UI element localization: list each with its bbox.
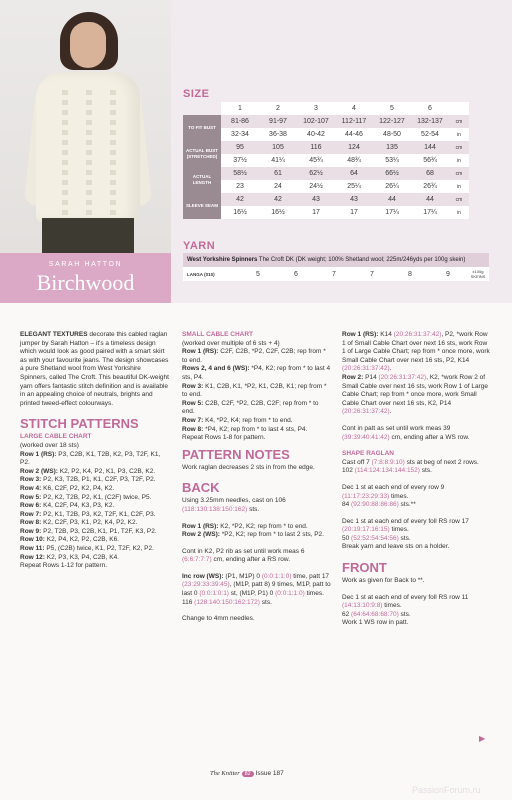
table-cell: 62½ <box>297 167 335 180</box>
table-cell: 32-34 <box>221 128 259 141</box>
small-cable-heading: SMALL CABLE CHART <box>182 331 254 338</box>
pattern-row <box>20 511 170 520</box>
designer-name: SARAH HATTON <box>48 261 123 268</box>
size-number: 6 <box>411 102 449 115</box>
table-cell: 91-97 <box>259 115 297 128</box>
row-label: Row 11: <box>20 545 45 553</box>
table-cell: 42 <box>259 193 297 206</box>
row-label: Row 5: <box>20 493 42 501</box>
pattern-row <box>20 528 170 537</box>
table-cell: 53¼ <box>373 154 411 167</box>
table-cell: 17 <box>335 206 373 219</box>
table-cell: 41¼ <box>259 154 297 167</box>
table-cell: 25¼ <box>335 180 373 193</box>
table-cell: 44-46 <box>335 128 373 141</box>
table-cell: 24 <box>259 180 297 193</box>
yarn-qty: 5 <box>256 270 260 278</box>
table-cell: 23 <box>221 180 259 193</box>
pattern-row <box>20 451 170 468</box>
table-cell: 58½ <box>221 167 259 180</box>
pattern-row <box>20 545 170 554</box>
change-needles: Change to 4mm needles. <box>182 615 255 623</box>
size-number: 2 <box>259 102 297 115</box>
table-cell: 102-107 <box>297 115 335 128</box>
cont-paragraph: Cont in patt as set until work meas 39 (39:39:40:41:42) cm, ending after a WS row. <box>342 424 470 441</box>
column-3 <box>342 331 492 636</box>
table-cell: 132-137 <box>411 115 449 128</box>
yarn-description <box>183 253 489 267</box>
row-label: Row 4: <box>20 484 42 492</box>
row-text: K4, *P2, K4; rep from * to end. <box>203 416 293 424</box>
large-cable-heading: LARGE CABLE CHART <box>20 433 92 441</box>
row-label: Row 2 (WS): <box>20 467 58 475</box>
table-cell: 122-127 <box>373 115 411 128</box>
pattern-row <box>20 468 170 477</box>
table-cell: 16½ <box>221 206 259 219</box>
model-face <box>70 22 106 68</box>
inc-row-paragraph: Inc row (WS): (P1, M1P) 0 (0:0:1:1:0) time, patt 17 (23:29:33:39:45), (M1P, patt 8) 9 times, M1P, patt to last 0 (0:0:1:0:1) st, (M1P, P1) 0 (0:0:1:1:0) times. 116 (128:140:150:162:172) sts. <box>182 572 331 606</box>
table-cell: 44 <box>373 193 411 206</box>
row-label: Row 1 (RS): <box>182 348 219 356</box>
row-label: Row 6: <box>20 502 42 510</box>
shape-raglan-heading: SHAPE RAGLAN <box>342 450 395 458</box>
row-label: Row 5: <box>182 399 204 407</box>
cable-stripe <box>62 90 68 216</box>
magazine-name: The Knitter <box>210 770 240 777</box>
row-text: P3, C2B, K1, T2B, K2, P3, T2F, K1, P2. <box>20 450 161 467</box>
table-cell: 45¾ <box>297 154 335 167</box>
size-number: 4 <box>335 102 373 115</box>
yarn-table <box>183 253 489 298</box>
unit-cell: cm <box>449 167 469 180</box>
yarn-unit: x100g SKEINS <box>470 269 486 279</box>
table-cell: 43 <box>335 193 373 206</box>
table-cell: 43 <box>297 193 335 206</box>
table-cell: 52-54 <box>411 128 449 141</box>
skirt <box>42 218 134 253</box>
table-cell: 68 <box>411 167 449 180</box>
repeat-note: Repeat Rows 1-12 for pattern. <box>20 562 108 570</box>
table-cell: 61 <box>259 167 297 180</box>
table-cell: 116 <box>297 141 335 154</box>
yarn-qty: 6 <box>294 270 298 278</box>
dec1-paragraph: Dec 1 st at each end of every row 9 (11:17:23:29:33) times. 84 (92:90:88:86:86) sts.** <box>342 483 445 509</box>
table-cell: 37½ <box>221 154 259 167</box>
row-text: K1, C2B, K1, *P2, K1, C2B, K1; rep from * to end. <box>182 382 327 399</box>
pattern-row <box>182 400 332 417</box>
unit-cell: in <box>449 180 469 193</box>
unit-cell: in <box>449 128 469 141</box>
table-cell: 48¾ <box>335 154 373 167</box>
title-banner <box>0 253 171 303</box>
stitch-patterns-heading: STITCH PATTERNS <box>20 416 139 432</box>
cast-off-paragraph: Cast off 7 (7:8:8:9:10) sts at beg of next 2 rows. 102 (114:124:134:144:152) sts. <box>342 458 479 475</box>
size-number: 5 <box>373 102 411 115</box>
pattern-row <box>20 519 170 528</box>
column-2 <box>182 331 332 632</box>
row-label: Row 8: <box>182 425 204 433</box>
row-label: TO FIT BUST <box>183 115 221 141</box>
yarn-qty: 7 <box>332 270 336 278</box>
row-text: C2B, C2F, *P2, C2B, C2F; rep from * to end. <box>182 399 319 416</box>
row-text: *P4, K2; rep from * to last 4 sts, P4. <box>182 365 331 381</box>
size-number: 3 <box>297 102 335 115</box>
page-number: 82 <box>242 771 254 777</box>
table-cell: 26¼ <box>373 180 411 193</box>
row-text: K2, P2, K4, P2, K1, P3, C2B, K2. <box>57 467 156 475</box>
table-cell: 135 <box>373 141 411 154</box>
unit-cell: in <box>449 154 469 167</box>
unit-cell: cm <box>449 141 469 154</box>
table-cell: 42 <box>221 193 259 206</box>
repeat-note: Repeat Rows 1-8 for pattern. <box>182 434 266 442</box>
table-cell: 36-38 <box>259 128 297 141</box>
pattern-row <box>182 383 332 400</box>
back-rib-rows: Row 1 (RS): K2, *P2, K2; rep from * to end. Row 2 (WS): *P2, K2; rep from * to last 2 sts, P2. <box>182 522 324 539</box>
pattern-row <box>182 348 332 365</box>
yarn-heading: YARN <box>183 240 216 252</box>
unit-cell: in <box>449 206 469 219</box>
yarn-shade-label: LANGA (010) <box>187 271 215 277</box>
row-label: Row 10: <box>20 536 45 544</box>
table-cell: 17¼ <box>411 206 449 219</box>
row-label: ACTUAL LENGTH <box>183 167 221 193</box>
row-text: P2, T2B, P3, C2B, K1, P1, T2F, K3, P2. <box>41 527 157 535</box>
unit-cell: cm <box>449 193 469 206</box>
pattern-notes-heading: PATTERN NOTES <box>182 446 290 462</box>
row-label: Row 12: <box>20 553 45 561</box>
cable-stripe <box>86 90 92 216</box>
front-paragraph: Work as given for Back to **. <box>342 577 425 585</box>
row1-paragraph: Row 1 (RS): K14 (20:26:31:37:42), P2, *work Row 1 of Small Cable Chart over next 16 sts, work Row 1 of Large Cable Chart; rep from * once more, work Small Cable Chart over next 16 sts, P2, K14 (20:26:31:37:42). Row 2: P14 (20:26:31:37:42), K2, *work Row 2 of Small Cable over next 16 sts, work Row 1 of Large Cable Chart; rep from * once more, work Small Cable Chart over next 16 sts, K2, P14 (20:26:31:37:42). <box>342 331 490 416</box>
yarn-qty: 8 <box>408 270 412 278</box>
table-cell: 144 <box>411 141 449 154</box>
dec3-paragraph: Dec 1 st at each end of every foll RS row 11 (14:13:10:9:8) times. 62 (64:64:68:68:70) sts. Work 1 WS row in patt. <box>342 593 469 627</box>
back-heading: BACK <box>182 480 220 496</box>
table-cell: 56¾ <box>411 154 449 167</box>
hero-photo <box>0 0 171 253</box>
table-cell: 64 <box>335 167 373 180</box>
small-cable-note: (worked over multiple of 6 sts + 4) <box>182 339 280 347</box>
pattern-notes-text: Work raglan decreases 2 sts in from the edge. <box>182 463 315 471</box>
row-text: P2, K2, T2B, P2, K1, (C2F) twice, P5. <box>41 493 152 501</box>
row-text: K2, C2F, P3, K1, P2, K4, P2, K2. <box>41 519 138 527</box>
pattern-row <box>20 494 170 503</box>
page-footer <box>210 770 284 777</box>
size-table <box>183 102 469 219</box>
pattern-row <box>20 536 170 545</box>
back-paragraph: Using 3.25mm needles, cast on 106 (118:130:138:150:162) sts. <box>182 497 286 513</box>
yarn-qty: 7 <box>370 270 374 278</box>
intro-text: decorate this cabled raglan jumper by Sarah Hatton – it's a timeless design which would look as good paired with a smart skirt as with your favourite jeans. The design showcases a pure Shetland wool from West Yorkshire Spinners, called The Croft. This beautiful DK-weight yarn offers fantastic stitch definition and is available in an appealing choice of neutrals, brights and printed tweed-effect colourways. <box>20 331 169 407</box>
table-cell: 105 <box>259 141 297 154</box>
row-label: Row 3: <box>182 382 204 390</box>
pattern-row <box>182 365 332 382</box>
table-cell: 24½ <box>297 180 335 193</box>
row-text: *P4, K2; rep from * to last 4 sts, P4. <box>203 425 308 433</box>
row-label: Row 3: <box>20 476 42 484</box>
table-cell: 48-50 <box>373 128 411 141</box>
yarn-brand: West Yorkshire Spinners <box>187 257 258 263</box>
table-cell: 16½ <box>259 206 297 219</box>
watermark: PassionForum.ru <box>412 785 481 795</box>
row-label: Row 9: <box>20 527 42 535</box>
pattern-row <box>20 476 170 485</box>
row-label: Rows 2, 4 and 6 (WS): <box>182 365 250 373</box>
row-label: SLEEVE SEAM <box>183 193 221 219</box>
intro-lead: ELEGANT TEXTURES <box>20 331 88 338</box>
row-label: Row 7: <box>182 416 204 424</box>
row-label: Row 8: <box>20 519 42 527</box>
yarn-qty: 9 <box>446 270 450 278</box>
row-text: P2, K1, T2B, P3, K2, T2F, K1, C2F, P3. <box>41 510 156 518</box>
table-cell: 44 <box>411 193 449 206</box>
row-text: C2F, C2B, *P2, C2F, C2B; rep from * to end. <box>182 348 326 364</box>
row-text: P5, (C2B) twice, K1, P2, T2F, K2, P2. <box>44 545 154 553</box>
table-cell: 40-42 <box>297 128 335 141</box>
table-cell: 17 <box>297 206 335 219</box>
continue-arrow-icon: ▶ <box>479 734 486 743</box>
size-heading: SIZE <box>183 88 210 100</box>
row-text: K4, C2F, P4, K3, P3, K2. <box>41 502 115 510</box>
row-text: K2, P4, K2, P2, C2B, K6. <box>44 536 119 544</box>
table-cell: 95 <box>221 141 259 154</box>
yarn-quantity-row <box>183 267 489 281</box>
size-number: 1 <box>221 102 259 115</box>
pattern-title: Birchwood <box>36 270 135 295</box>
dec2-paragraph: Dec 1 st at each end of every foll RS row 17 (20:19:17:16:15) times. 50 (52:52:54:54:56) sts. Break yarn and leave sts on a holder. <box>342 517 469 551</box>
row-label: ACTUAL BUST (STRETCHED) <box>183 141 221 167</box>
row-text: K2, P3, K3, P4, C2B, K4. <box>44 553 119 561</box>
pattern-row <box>20 554 170 563</box>
pattern-row <box>20 502 170 511</box>
back-cont-paragraph: Cont in K2, P2 rib as set until work meas 6 (6:6:7:7:7) cm, ending after a RS row. <box>182 547 305 564</box>
table-cell: 66½ <box>373 167 411 180</box>
cable-stripe <box>110 90 116 216</box>
table-cell: 26¾ <box>411 180 449 193</box>
row-text: K6, C2F, P2, K2, P4, K2. <box>41 484 115 492</box>
column-1 <box>20 331 170 571</box>
front-heading: FRONT <box>342 560 387 576</box>
row-label: Row 1 (RS): <box>20 450 57 458</box>
table-cell: 124 <box>335 141 373 154</box>
table-cell: 112-117 <box>335 115 373 128</box>
pattern-row <box>182 426 332 435</box>
yarn-detail: The Croft DK (DK weight; 100% Shetland wool; 225m/246yds per 100g skein) <box>257 257 466 263</box>
unit-cell: cm <box>449 115 469 128</box>
intro-paragraph <box>20 331 170 408</box>
large-cable-note: (worked over 18 sts) <box>20 441 79 449</box>
table-cell: 17¼ <box>373 206 411 219</box>
table-cell: 81-86 <box>221 115 259 128</box>
issue-number: Issue 187 <box>255 770 284 777</box>
row-text: P2, K3, T2B, P1, K1, C2F, P3, T2F, P2. <box>41 476 156 484</box>
pattern-row <box>20 485 170 494</box>
row-label: Row 7: <box>20 510 42 518</box>
pattern-row <box>182 417 332 426</box>
